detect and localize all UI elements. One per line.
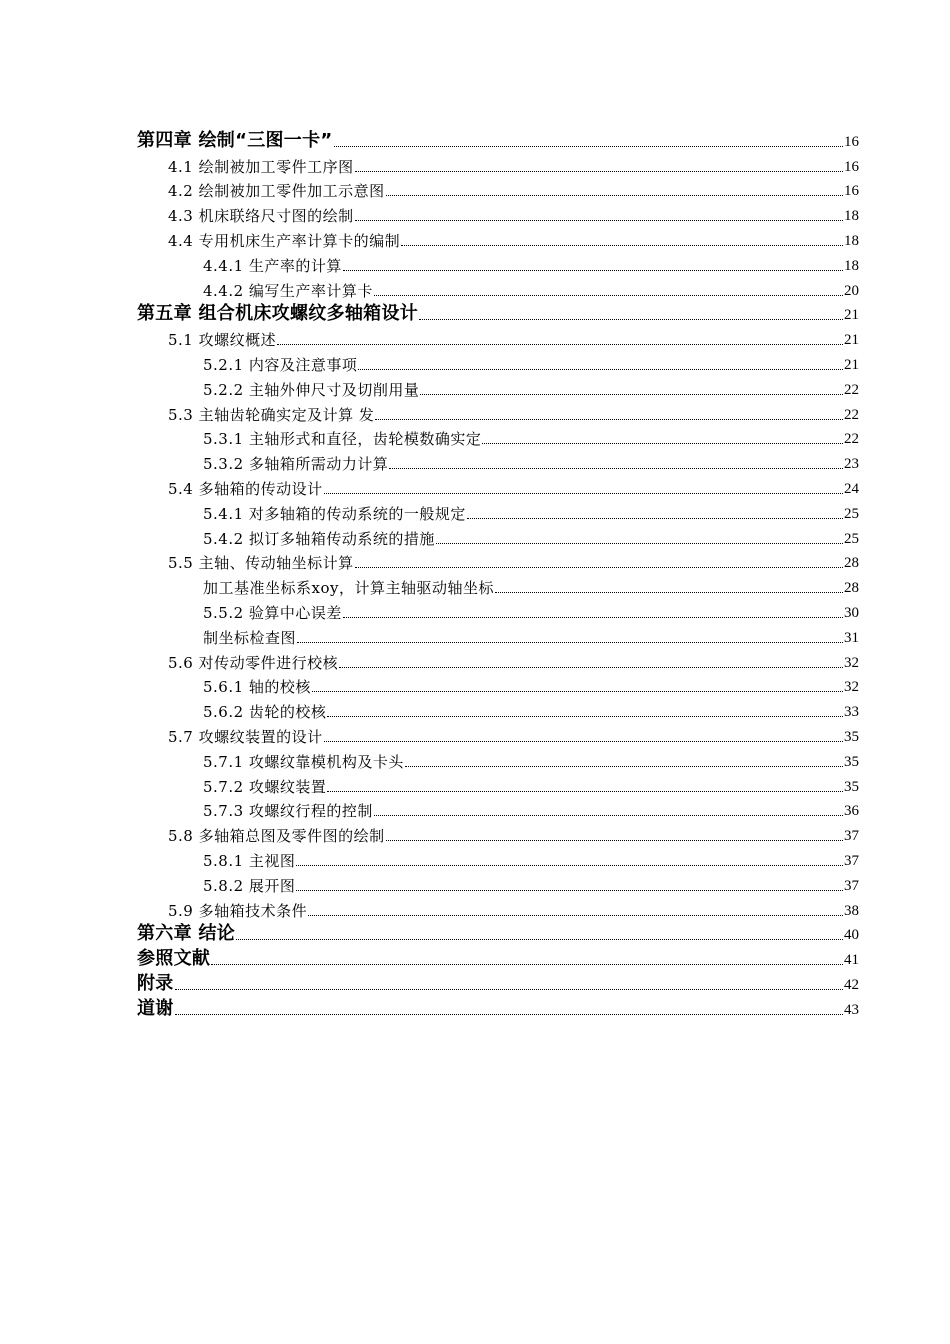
toc-entry-label: 4.2 绘制被加工零件加工示意图 — [168, 182, 385, 201]
toc-entry-page-number: 24 — [844, 480, 859, 497]
toc-entry-label: 5.9 多轴箱技术条件 — [168, 901, 308, 920]
toc-entry-label: 5.2.1 内容及注意事项 — [203, 355, 358, 374]
toc-entry — [137, 969, 859, 994]
toc-entry-page-number: 22 — [844, 406, 859, 423]
dot-leader — [401, 227, 843, 246]
dot-leader — [375, 401, 843, 420]
toc-entry — [137, 944, 859, 969]
toc-entry-page-number: 41 — [844, 952, 859, 969]
toc-entry — [137, 870, 859, 895]
toc-entry-page-number: 40 — [844, 927, 859, 944]
toc-entry — [137, 399, 859, 424]
dot-leader — [327, 773, 843, 792]
dot-leader — [211, 946, 843, 965]
toc-entry-page-number: 33 — [844, 704, 859, 721]
toc-entry-label: 4.3 机床联络尺寸图的绘制 — [168, 207, 354, 226]
toc-entry — [137, 572, 859, 597]
toc-entry-label: 5.3.2 多轴箱所需动力计算 — [203, 455, 389, 474]
toc-entry-page-number: 38 — [844, 902, 859, 919]
toc-entry-page-number: 23 — [844, 456, 859, 473]
toc-entry-label: 5.5 主轴、传动轴坐标计算 — [168, 554, 354, 573]
toc-entry-page-number: 21 — [844, 356, 859, 373]
toc-entry-label: 5.2.2 主轴外伸尺寸及切削用量 — [203, 380, 420, 399]
toc-entry-page-number: 25 — [844, 530, 859, 547]
dot-leader — [386, 177, 843, 196]
toc-entry-page-number: 16 — [844, 158, 859, 175]
toc-entry-label: 5.3 主轴齿轮确实定及计算 发 — [168, 405, 375, 424]
toc-entry — [137, 126, 859, 151]
toc-entry — [137, 647, 859, 672]
toc-entry-label: 5.7.3 攻螺纹行程的控制 — [203, 802, 373, 821]
toc-entry — [137, 672, 859, 697]
toc-entry-page-number: 42 — [844, 976, 859, 993]
dot-leader — [419, 301, 843, 320]
dot-leader — [297, 624, 843, 643]
dot-leader — [334, 128, 843, 147]
dot-leader — [343, 252, 843, 271]
dot-leader — [327, 698, 843, 717]
toc-entry-page-number: 31 — [844, 629, 859, 646]
dot-leader — [467, 500, 843, 519]
dot-leader — [355, 153, 843, 172]
toc-entry-label: 5.7 攻螺纹装置的设计 — [168, 727, 323, 746]
toc-entry — [137, 324, 859, 349]
toc-entry-label: 参照文献 — [137, 948, 211, 970]
toc-entry-label: 第五章 组合机床攻螺纹多轴箱设计 — [137, 303, 419, 325]
dot-leader — [495, 574, 843, 593]
toc-entry-label: 5.4.1 对多轴箱的传动系统的一般规定 — [203, 504, 466, 523]
dot-leader — [358, 351, 843, 370]
toc-entry-page-number: 21 — [844, 307, 859, 324]
dot-leader — [296, 847, 843, 866]
dot-leader — [420, 376, 843, 395]
toc-entry-label: 5.3.1 主轴形式和直径，齿轮模数确实定 — [203, 430, 482, 449]
toc-entry-page-number: 35 — [844, 778, 859, 795]
toc-entry-label: 5.4 多轴箱的传动设计 — [168, 479, 323, 498]
toc-entry-page-number: 36 — [844, 803, 859, 820]
toc-entry-label: 5.6.1 轴的校核 — [203, 678, 311, 697]
toc-entry — [137, 424, 859, 449]
toc-entry-label: 4.4.2 编写生产率计算卡 — [203, 281, 373, 300]
toc-entry-page-number: 32 — [844, 679, 859, 696]
toc-entry-label: 制坐标检查图 — [203, 628, 297, 647]
toc-entry — [137, 597, 859, 622]
toc-entry — [137, 275, 859, 300]
toc-entry-page-number: 16 — [844, 183, 859, 200]
toc-entry-page-number: 22 — [844, 381, 859, 398]
toc-entry-label: 第四章 绘制“三图一卡” — [137, 129, 333, 151]
toc-entry — [137, 845, 859, 870]
toc-entry-label: 5.7.2 攻螺纹装置 — [203, 777, 327, 796]
toc-entry-page-number: 37 — [844, 877, 859, 894]
toc-entry-label: 4.4.1 生产率的计算 — [203, 256, 342, 275]
dot-leader — [355, 549, 843, 568]
dot-leader — [389, 450, 843, 469]
table-of-contents — [137, 126, 859, 1019]
toc-entry-page-number: 22 — [844, 431, 859, 448]
toc-entry-page-number: 21 — [844, 332, 859, 349]
toc-entry-label: 第六章 结论 — [137, 923, 236, 945]
toc-entry — [137, 721, 859, 746]
toc-entry-page-number: 28 — [844, 555, 859, 572]
toc-entry — [137, 895, 859, 920]
toc-entry — [137, 225, 859, 250]
dot-leader — [436, 525, 843, 544]
toc-entry-label: 5.6 对传动零件进行校核 — [168, 653, 339, 672]
toc-entry-label: 5.5.2 验算中心误差 — [203, 603, 342, 622]
toc-entry — [137, 920, 859, 945]
toc-entry — [137, 994, 859, 1019]
toc-entry — [137, 548, 859, 573]
toc-entry-page-number: 37 — [844, 852, 859, 869]
toc-entry-page-number: 18 — [844, 257, 859, 274]
toc-entry — [137, 200, 859, 225]
toc-entry — [137, 473, 859, 498]
toc-entry-page-number: 35 — [844, 728, 859, 745]
dot-leader — [236, 921, 843, 940]
toc-entry-label: 5.7.1 攻螺纹靠模机构及卡头 — [203, 752, 404, 771]
toc-entry — [137, 176, 859, 201]
toc-entry — [137, 374, 859, 399]
toc-entry-page-number: 43 — [844, 1001, 859, 1018]
toc-entry-label: 5.4.2 拟订多轴箱传动系统的措施 — [203, 529, 435, 548]
dot-leader — [374, 797, 843, 816]
toc-entry — [137, 300, 859, 325]
toc-entry-page-number: 25 — [844, 505, 859, 522]
toc-entry-page-number: 18 — [844, 208, 859, 225]
dot-leader — [405, 748, 843, 767]
dot-leader — [296, 872, 843, 891]
dot-leader — [374, 277, 843, 296]
dot-leader — [386, 822, 843, 841]
toc-entry — [137, 448, 859, 473]
toc-entry — [137, 746, 859, 771]
toc-entry-label: 5.8 多轴箱总图及零件图的绘制 — [168, 827, 385, 846]
toc-entry-page-number: 16 — [844, 133, 859, 150]
toc-entry-page-number: 18 — [844, 232, 859, 249]
toc-entry-page-number: 32 — [844, 654, 859, 671]
toc-entry-label: 4.4 专用机床生产率计算卡的编制 — [168, 231, 401, 250]
toc-entry-page-number: 35 — [844, 753, 859, 770]
toc-entry — [137, 820, 859, 845]
dot-leader — [482, 425, 843, 444]
toc-entry — [137, 622, 859, 647]
toc-entry-label: 4.1 绘制被加工零件工序图 — [168, 157, 354, 176]
toc-entry-label: 5.6.2 齿轮的校核 — [203, 703, 327, 722]
dot-leader — [277, 326, 843, 345]
toc-entry-label: 5.8.1 主视图 — [203, 851, 296, 870]
toc-entry — [137, 796, 859, 821]
toc-entry-label: 加工基准坐标系xoy，计算主轴驱动轴坐标 — [203, 579, 494, 598]
toc-entry-label: 5.1 攻螺纹概述 — [168, 331, 277, 350]
toc-entry — [137, 349, 859, 374]
toc-entry — [137, 523, 859, 548]
toc-entry-label: 5.8.2 展开图 — [203, 876, 296, 895]
dot-leader — [324, 475, 843, 494]
dot-leader — [339, 649, 843, 668]
toc-entry — [137, 498, 859, 523]
toc-entry — [137, 771, 859, 796]
toc-entry-page-number: 37 — [844, 828, 859, 845]
dot-leader — [175, 996, 843, 1015]
dot-leader — [324, 723, 843, 742]
toc-entry-label: 道谢 — [137, 997, 174, 1019]
toc-entry-page-number: 20 — [844, 282, 859, 299]
toc-entry-page-number: 28 — [844, 580, 859, 597]
toc-entry-label: 附录 — [137, 972, 174, 994]
toc-entry — [137, 151, 859, 176]
dot-leader — [312, 673, 843, 692]
toc-entry — [137, 250, 859, 275]
toc-entry-page-number: 30 — [844, 604, 859, 621]
toc-entry — [137, 696, 859, 721]
dot-leader — [175, 971, 843, 990]
dot-leader — [308, 897, 843, 916]
dot-leader — [355, 202, 843, 221]
dot-leader — [343, 599, 843, 618]
